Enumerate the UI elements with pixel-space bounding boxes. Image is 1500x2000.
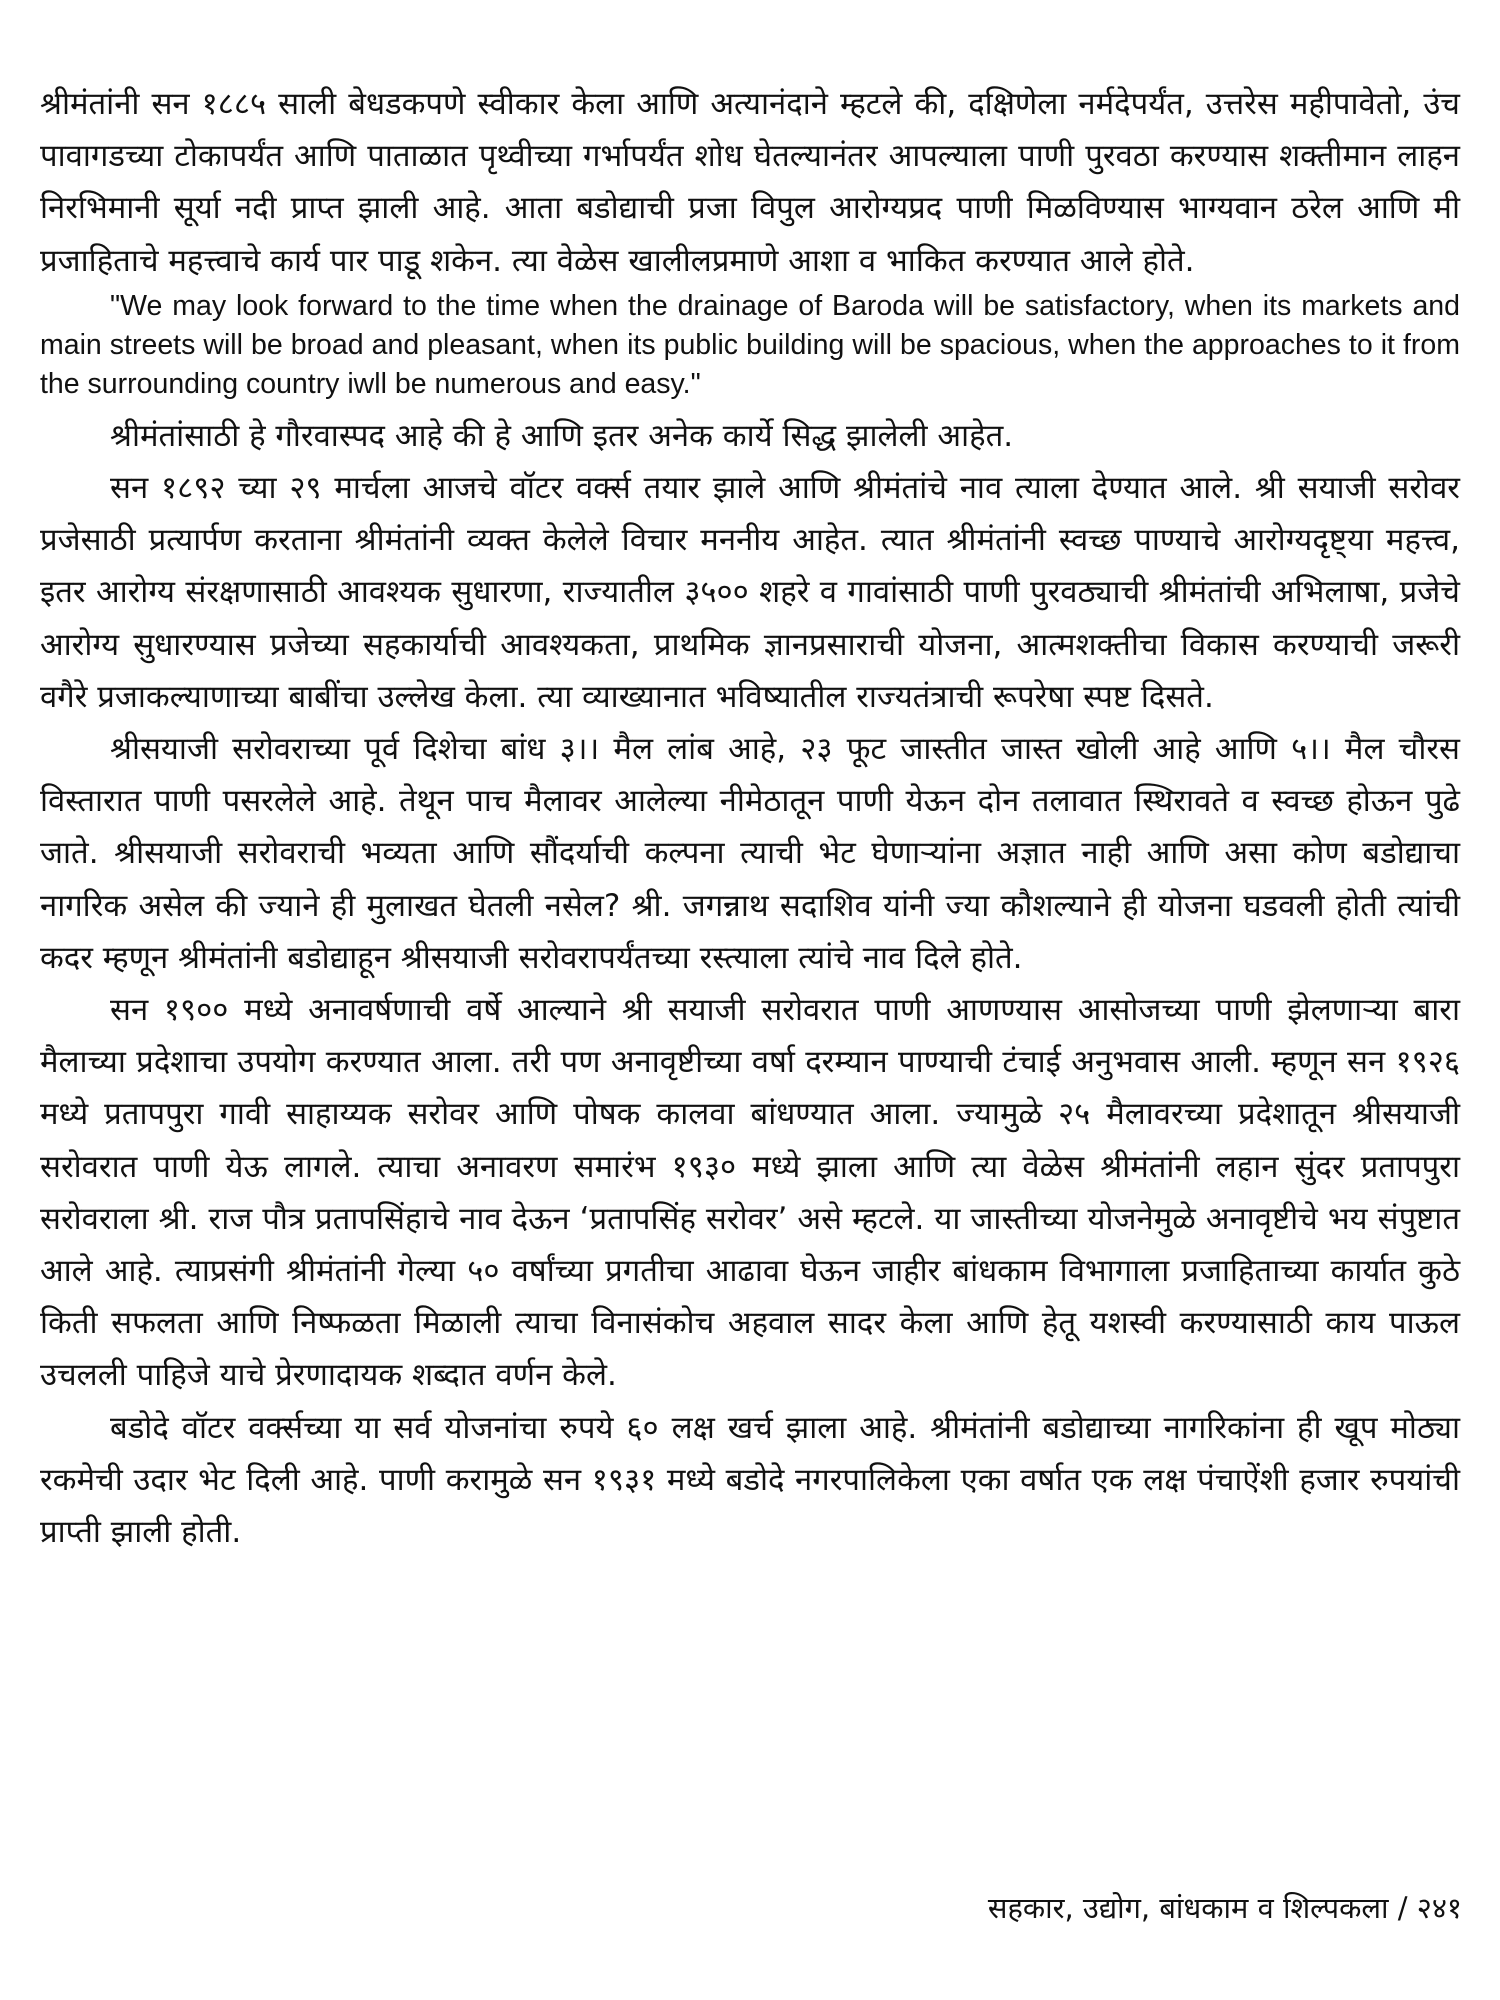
paragraph-6: सन १९०० मध्ये अनावर्षणाची वर्षे आल्याने श्री सयाजी सरोवरात पाणी आणण्यास आसोजच्या पाणी झेलणाऱ्या बारा मैलाच्या प्रदेशाचा उपयोग करण्यात आला. तरी पण अनावृष्टीच्या वर्षा दरम्यान पाण्याची टंचाई अनुभवास आली. म्हणून सन १९२६ मध्ये प्रतापपुरा गावी साहाय्यक सरोवर आणि पोषक कालवा बांधण्यात आला. ज्यामुळे २५ मैलावरच्या प्रदेशातून श्रीसयाजी सरोवरात पाणी येऊ लागले. त्याचा अनावरण समारंभ १९३० मध्ये झाला आणि त्या वेळेस श्रीमंतांनी लहान सुंदर प्रतापपुरा सरोवराला श्री. राज पौत्र प्रतापसिंहाचे नाव देऊन ‘प्रतापसिंह सरोवर’ असे म्हटले. या जास्तीच्या योजनेमुळे अनावृष्टीचे भय संपुष्टात आले आहे. त्याप्रसंगी श्रीमंतांनी गेल्या ५० वर्षांच्या प्रगतीचा आढावा घेऊन जाहीर बांधकाम विभागाला प्रजाहिताच्या कार्यात कुठे किती सफलता आणि निष्फळता मिळाली त्याचा विनासंकोच अहवाल सादर केला आणि हेतू यशस्वी करण्यासाठी काय पाऊल उचलली पाहिजे याचे प्रेरणादायक शब्दात वर्णन केले. [40,992,1460,1394]
english-quote: "We may look forward to the time when the drainage of Baroda will be satisfactory, when its markets and main streets will be broad and pleasant, when its public building will be spacious, when the approaches to it from the surrounding country iwll be numerous and easy." [40,289,1460,400]
paragraph-3: श्रीमंतांसाठी हे गौरवास्पद आहे की हे आणि इतर अनेक कार्ये सिद्ध झालेली आहेत. [110,417,1014,454]
page-body [40,78,1460,1558]
paragraph-7: बडोदे वॉटर वर्क्सच्या या सर्व योजनांचा रुपये ६० लक्ष खर्च झाला आहे. श्रीमंतांनी बडोद्याच्या नागरिकांना ही खूप मोठ्या रकमेची उदार भेट दिली आहे. पाणी करामुळे सन १९३१ मध्ये बडोदे नगरपालिकेला एका वर्षात एक लक्ष पंचाऐंशी हजार रुपयांची प्राप्ती झाली होती. [40,1409,1460,1551]
paragraph-1: श्रीमंतांनी सन १८८५ साली बेधडकपणे स्वीकार केला आणि अत्यानंदाने म्हटले की, दक्षिणेला नर्मदेपर्यंत, उत्तरेस महीपावेतो, उंच पावागडच्या टोकापर्यंत आणि पाताळात पृथ्वीच्या गर्भापर्यंत शोध घेतल्यानंतर आपल्याला पाणी पुरवठा करण्यास शक्तीमान लाहन निरभिमानी सूर्या नदी प्राप्त झाली आहे. आता बडोद्याची प्रजा विपुल आरोग्यप्रद पाणी मिळविण्यास भाग्यवान ठरेल आणि मी प्रजाहिताचे महत्त्वाचे कार्य पार पाडू शकेन. त्या वेळेस खालीलप्रमाणे आशा व भाकित करण्यात आले होते. [40,86,1460,279]
paragraph-4: सन १८९२ च्या २९ मार्चला आजचे वॉटर वर्क्स तयार झाले आणि श्रीमंतांचे नाव त्याला देण्यात आले. श्री सयाजी सरोवर प्रजेसाठी प्रत्यार्पण करताना श्रीमंतांनी व्यक्त केलेले विचार मननीय आहेत. त्यात श्रीमंतांनी स्वच्छ पाण्याचे आरोग्यदृष्ट्या महत्त्व, इतर आरोग्य संरक्षणासाठी आवश्यक सुधारणा, राज्यातील ३५०० शहरे व गावांसाठी पाणी पुरवठ्याची श्रीमंतांची अभिलाषा, प्रजेचे आरोग्य सुधारण्यास प्रजेच्या सहकार्याची आवश्यकता, प्राथमिक ज्ञानप्रसाराची योजना, आत्मशक्तीचा विकास करण्याची जरूरी वगैरे प्रजाकल्याणाच्या बाबींचा उल्लेख केला. त्या व्याख्यानात भविष्यातील राज्यतंत्राची रूपरेषा स्पष्ट दिसते. [40,470,1460,715]
page-footer: सहकार, उद्योग, बांधकाम व शिल्पकला / २४१ [987,1891,1462,1925]
paragraph-5: श्रीसयाजी सरोवराच्या पूर्व दिशेचा बांध ३।। मैल लांब आहे, २३ फूट जास्तीत जास्त खोली आहे आणि ५।। मैल चौरस विस्तारात पाणी पसरलेले आहे. तेथून पाच मैलावर आलेल्या नीमेठातून पाणी येऊन दोन तलावात स्थिरावते व स्वच्छ होऊन पुढे जाते. श्रीसयाजी सरोवराची भव्यता आणि सौंदर्याची कल्पना त्याची भेट घेणाऱ्यांना अज्ञात नाही आणि असा कोण बडोद्याचा नागरिक असेल की ज्याने ही मुलाखत घेतली नसेल? श्री. जगन्नाथ सदाशिव यांनी ज्या कौशल्याने ही योजना घडवली होती त्यांची कदर म्हणून श्रीमंतांनी बडोद्याहून श्रीसयाजी सरोवरापर्यंतच्या रस्त्याला त्यांचे नाव दिले होते. [40,731,1460,976]
